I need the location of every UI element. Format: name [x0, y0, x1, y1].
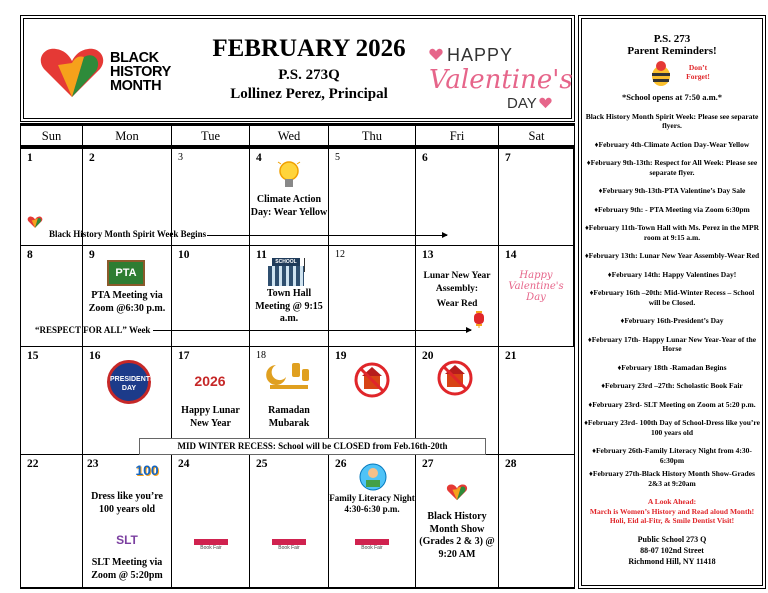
lightbulb-icon: [277, 159, 301, 193]
sidebar-title: P.S. 273: [653, 33, 691, 45]
day-cell: [250, 455, 329, 587]
reminder-item: ♦February 11th-Town Hall with Ms. Perez in the MPR room at 9:15 a.m.: [584, 223, 760, 242]
reminder-item: ♦February 23rd- 100th Day of School-Dress like you’re 100 years old: [584, 418, 760, 437]
weekday-fri: Fri: [416, 126, 499, 145]
calendar-week: [21, 246, 574, 347]
dont-forget-text: Don’t Forget!: [686, 63, 710, 81]
day-number: 19: [335, 350, 347, 362]
sidebar-subtitle: Parent Reminders!: [627, 45, 717, 57]
book-fair-icon: Book Fair: [194, 539, 228, 553]
slt-logo-icon: SLT: [116, 533, 138, 547]
day-number: 1: [27, 152, 33, 164]
day-number: 10: [178, 249, 190, 261]
reminder-item: ♦February 14th: Happy Valentines Day!: [607, 269, 737, 279]
reminder-item: *School opens at 7:50 a.m.*: [621, 92, 723, 102]
event-text: Town Hall Meeting @ 9:15 a.m.: [255, 288, 323, 324]
weekday-header: [20, 123, 575, 148]
day-number: 21: [505, 350, 517, 362]
address-line: 88-07 102nd Street: [640, 545, 704, 555]
bhm-line-1: BLACK: [110, 50, 159, 66]
day-cell: [416, 246, 499, 346]
valentine-happy: HAPPY: [447, 45, 514, 65]
bhm-line-2: HISTORY: [110, 64, 171, 80]
school-name: P.S. 273Q: [278, 67, 340, 83]
weekday-thu: Thu: [329, 126, 416, 145]
day-number: 14: [505, 249, 517, 261]
day-cell: [329, 455, 416, 587]
event-text: Dress like you’re 100 years old: [91, 491, 163, 515]
look-ahead-title: A Look Ahead:: [647, 497, 697, 506]
family-reading-icon: [359, 463, 387, 491]
address-line: Richmond Hill, NY 11418: [628, 556, 716, 566]
event-text: Family Literacy Night 4:30-6:30 p.m.: [329, 493, 415, 514]
valentine-day: DAY: [507, 95, 537, 112]
event-text-2: SLT Meeting via Zoom @ 5:20pm: [91, 557, 163, 581]
day-number: 25: [256, 458, 268, 470]
mid-winter-recess-banner: MID WINTER RECESS: School will be CLOSED from Feb.16th-20th: [139, 438, 486, 455]
day-number: 12: [335, 249, 345, 260]
calendar-header: [20, 15, 575, 122]
bee-icon: [648, 59, 674, 87]
parent-reminders-panel: [578, 15, 766, 589]
reminder-item: ♦February 16th-President’s Day: [620, 316, 724, 325]
day-number: 11: [256, 249, 267, 261]
ramadan-lantern-icon: [266, 359, 312, 395]
event-text: Lunar New Year Assembly:: [423, 271, 491, 294]
reminder-item: ♦February 13th: Lunar New Year Assembly-Wear Red: [584, 251, 760, 260]
day-number: 7: [505, 152, 511, 164]
reminder-item: ♦February 17th- Happy Lunar New Year-Year of the Horse: [587, 334, 757, 353]
day-number: 6: [422, 152, 428, 164]
day-number: 20: [422, 350, 434, 362]
event-text: Black History Month Show (Grades 2 & 3) @ 9:20 AM: [419, 511, 495, 560]
lunar-new-year-icon: 2026: [194, 373, 226, 389]
day-cell: [83, 455, 172, 587]
reminder-item: Black History Month Spirit Week: Please see separate flyers.: [585, 111, 759, 130]
day-number: 24: [178, 458, 190, 470]
day-cell: [499, 149, 574, 245]
heart-icon: [27, 215, 43, 229]
principal-name: Lollinez Perez, Principal: [230, 86, 388, 102]
calendar-grid: [20, 148, 575, 589]
reminder-item: ♦February 18th -Ramadan Begins: [617, 362, 727, 372]
day-number: 3: [178, 152, 183, 163]
pta-board-icon: PTA: [107, 260, 145, 286]
reminder-item: ♦February 9th-13th-PTA Valentine’s Day Sale: [598, 186, 746, 195]
day-number: 2: [89, 152, 95, 164]
bhm-line-3: MONTH: [110, 78, 162, 94]
event-text: Ramadan Mubarak: [268, 405, 310, 429]
day-cell: [416, 149, 499, 245]
arrow-icon: [207, 235, 447, 236]
heart-icon: [429, 48, 443, 61]
event-text: Climate Action Day: Wear Yellow: [250, 194, 328, 218]
calendar: [20, 15, 575, 589]
weekday-sat: Sat: [528, 129, 545, 143]
day-number: 28: [505, 458, 517, 470]
day-cell: [172, 455, 250, 587]
calendar-week: [21, 149, 574, 246]
address-line: Public School 273 Q: [637, 534, 707, 544]
day-number: 22: [27, 458, 39, 470]
reminder-item: ♦February 27th-Black History Month Show-Grades 2&3 at 9:20am: [589, 469, 755, 488]
arrow-icon: [153, 330, 471, 331]
day-number: 17: [178, 350, 190, 362]
reminder-item: ♦February 16th –20th: Mid-Winter Recess – School will be Closed.: [589, 288, 755, 307]
reminder-item: ♦February 26th-Family Literacy Night from 4:30-6:30pm: [592, 446, 752, 465]
day-number: 16: [89, 350, 101, 362]
day-number: 13: [422, 249, 434, 261]
weekday-tue: Tue: [172, 126, 250, 145]
day-cell: [21, 455, 83, 587]
page-title: FEBRUARY 2026: [212, 35, 406, 62]
event-text-2: Wear Red: [436, 299, 478, 309]
day-cell: [250, 246, 329, 346]
valentines-logo: [429, 43, 571, 113]
valentine-script: Valentine's: [429, 65, 573, 95]
book-fair-icon: Book Fair: [355, 539, 389, 553]
school-building-icon: SCHOOL: [268, 258, 310, 286]
day-number: 5: [335, 152, 340, 163]
reminder-item: ♦February 23rd- SLT Meeting on Zoom at 5:20 p.m.: [588, 399, 756, 409]
day-cell: [499, 455, 574, 587]
day-cell: [21, 347, 83, 454]
day-number: 18: [256, 350, 266, 361]
day-cell: [416, 455, 499, 587]
no-school-icon: [436, 359, 474, 397]
black-history-month-logo: [38, 41, 188, 101]
valentines-day-icon: Happy Valentine's Day: [508, 270, 564, 303]
heart-icon: [38, 45, 106, 99]
reminder-item: ♦February 23rd –27th: Scholastic Book Fair: [601, 381, 743, 390]
no-school-icon: [353, 361, 391, 399]
weekday-sun: Sun: [21, 126, 83, 145]
100-days-icon: 100: [135, 462, 159, 478]
day-number: 26: [335, 458, 347, 470]
weekday-mon: Mon: [83, 126, 172, 145]
day-number: 4: [256, 152, 262, 164]
day-number: 8: [27, 249, 33, 261]
day-number: 27: [422, 458, 434, 470]
look-ahead-text: March is Women’s History and Read aloud Month! Holi, Eid al-Fitr, & Smile Dentist Visit!: [589, 506, 755, 525]
day-cell: [250, 149, 329, 245]
day-number: 23: [87, 458, 99, 470]
presidents-day-icon: PRESIDENTS DAY: [107, 360, 151, 404]
event-text: Happy Lunar New Year: [181, 405, 240, 429]
day-cell: [499, 246, 574, 346]
respect-week-banner: “RESPECT FOR ALL” Week: [35, 325, 151, 335]
event-text: PTA Meeting via Zoom @6:30 p.m.: [88, 290, 166, 314]
lantern-icon: [473, 310, 485, 328]
heart-icon: [539, 97, 552, 109]
reminder-item: ♦February 9th: - PTA Meeting via Zoom 6:30pm: [594, 204, 750, 214]
day-cell: [329, 149, 416, 245]
day-number: 9: [89, 249, 95, 261]
day-cell: [172, 246, 250, 346]
spirit-week-banner: Black History Month Spirit Week Begins: [49, 229, 207, 239]
reminder-item: ♦February 9th-13th: Respect for All Week: Please see separate flyer.: [586, 158, 758, 177]
day-number: 15: [27, 350, 39, 362]
book-fair-icon: Book Fair: [272, 539, 306, 553]
dont-forget-graphic: [582, 57, 762, 91]
reminder-list: [582, 93, 762, 488]
heart-icon: [446, 483, 468, 501]
calendar-week: [21, 455, 574, 588]
reminder-item: ♦February 4th-Climate Action Day-Wear Yellow: [594, 139, 750, 149]
day-cell: [499, 347, 574, 454]
weekday-wed: Wed: [250, 126, 329, 145]
day-cell: [329, 246, 416, 346]
